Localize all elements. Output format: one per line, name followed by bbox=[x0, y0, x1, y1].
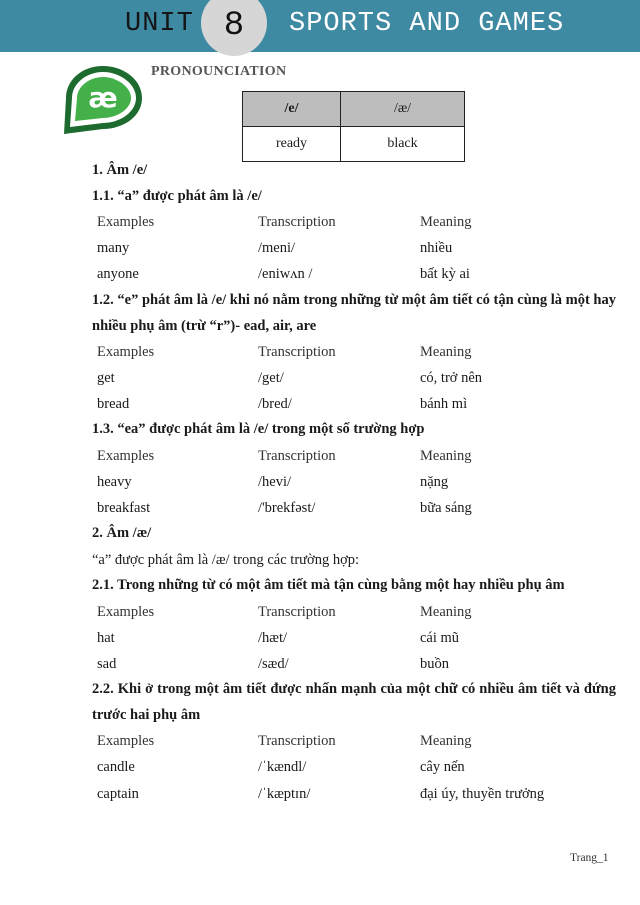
section-heading-1-2: 1.2. “e” phát âm là /e/ khi nó nằm trong những từ một âm tiết có tận cùng là một hay nhiều phụ âm (trừ “r”)- ead, air, are bbox=[92, 292, 616, 334]
example-row bbox=[97, 266, 597, 286]
unit-banner bbox=[0, 0, 640, 52]
column-header-examples: Examples bbox=[97, 604, 155, 620]
example-transcription: /ˈkæptɪn/ bbox=[258, 786, 311, 802]
column-header-meaning: Meaning bbox=[420, 344, 472, 360]
column-header-meaning: Meaning bbox=[420, 448, 472, 464]
section-heading-1-3: 1.3. “ea” được phát âm là /e/ trong một số trường hợp bbox=[92, 421, 425, 437]
column-header-examples: Examples bbox=[97, 344, 155, 360]
section-heading-2: 2. Âm /æ/ bbox=[92, 525, 152, 541]
example-meaning: buồn bbox=[420, 656, 449, 672]
unit-word: UNIT bbox=[125, 9, 194, 39]
table-header-row bbox=[97, 214, 597, 234]
example-transcription: /get/ bbox=[258, 370, 284, 386]
vowel-example-ae: black bbox=[341, 127, 465, 162]
example-row bbox=[97, 240, 597, 260]
example-meaning: cây nến bbox=[420, 759, 465, 775]
pronounciation-label: PRONOUNCIATION bbox=[151, 64, 287, 79]
page-number: Trang_1 bbox=[570, 852, 609, 864]
example-transcription: /hevi/ bbox=[258, 474, 292, 490]
example-word: anyone bbox=[97, 266, 139, 282]
example-transcription: /ˈkændl/ bbox=[258, 759, 307, 775]
vowel-table-example-row bbox=[243, 127, 465, 162]
example-row bbox=[97, 500, 597, 520]
example-row bbox=[97, 759, 597, 779]
section-note-2: “a” được phát âm là /æ/ trong các trường hợp: bbox=[92, 552, 360, 568]
example-meaning: có, trở nên bbox=[420, 370, 483, 386]
table-header-row bbox=[97, 733, 597, 753]
unit-number: 8 bbox=[223, 7, 245, 45]
column-header-meaning: Meaning bbox=[420, 214, 472, 230]
table-header-row bbox=[97, 604, 597, 624]
column-header-transcription: Transcription bbox=[258, 733, 336, 749]
vowel-table-header-row bbox=[243, 92, 465, 127]
example-word: candle bbox=[97, 759, 135, 775]
unit-number-badge bbox=[201, 0, 267, 56]
vowel-table bbox=[242, 91, 465, 162]
section-heading-2-2: 2.2. Khi ở trong một âm tiết được nhấn mạnh của một chữ có nhiều âm tiết và đứng trước hai phụ âm bbox=[92, 681, 616, 723]
column-header-transcription: Transcription bbox=[258, 214, 336, 230]
example-word: get bbox=[97, 370, 115, 386]
vowel-example-e: ready bbox=[243, 127, 341, 162]
column-header-examples: Examples bbox=[97, 448, 155, 464]
example-row bbox=[97, 474, 597, 494]
example-meaning: cái mũ bbox=[420, 630, 460, 646]
example-word: hat bbox=[97, 630, 115, 646]
example-transcription: /bred/ bbox=[258, 396, 292, 412]
example-word: breakfast bbox=[97, 500, 151, 516]
logo-glyph: æ bbox=[88, 81, 118, 114]
section-heading-2-1: 2.1. Trong những từ có một âm tiết mà tận cùng bằng một hay nhiều phụ âm bbox=[92, 577, 565, 593]
table-header-row bbox=[97, 344, 597, 364]
example-transcription: /sæd/ bbox=[258, 656, 289, 672]
example-word: sad bbox=[97, 656, 117, 672]
example-word: heavy bbox=[97, 474, 132, 490]
column-header-transcription: Transcription bbox=[258, 344, 336, 360]
vowel-header-e: /e/ bbox=[243, 92, 341, 127]
example-meaning: bữa sáng bbox=[420, 500, 472, 516]
section-heading-1-1: 1.1. “a” được phát âm là /e/ bbox=[92, 188, 262, 204]
example-meaning: bánh mì bbox=[420, 396, 468, 412]
example-transcription: /hæt/ bbox=[258, 630, 288, 646]
example-transcription: /'brekfəst/ bbox=[258, 500, 316, 516]
example-row bbox=[97, 656, 597, 676]
example-transcription: /eniwʌn / bbox=[258, 266, 313, 282]
example-meaning: nhiều bbox=[420, 240, 453, 256]
table-header-row bbox=[97, 448, 597, 468]
example-meaning: nặng bbox=[420, 474, 449, 490]
column-header-meaning: Meaning bbox=[420, 733, 472, 749]
example-meaning: đại úy, thuyền trưởng bbox=[420, 786, 545, 802]
example-row bbox=[97, 786, 597, 806]
example-row bbox=[97, 630, 597, 650]
example-word: captain bbox=[97, 786, 139, 802]
column-header-transcription: Transcription bbox=[258, 604, 336, 620]
speech-bubble-ae-icon bbox=[60, 62, 146, 136]
unit-title: SPORTS AND GAMES bbox=[289, 9, 565, 39]
column-header-examples: Examples bbox=[97, 733, 155, 749]
column-header-meaning: Meaning bbox=[420, 604, 472, 620]
vowel-header-ae: /æ/ bbox=[341, 92, 465, 127]
example-row bbox=[97, 396, 597, 416]
column-header-examples: Examples bbox=[97, 214, 155, 230]
section-heading-1: 1. Âm /e/ bbox=[92, 162, 148, 178]
column-header-transcription: Transcription bbox=[258, 448, 336, 464]
example-word: bread bbox=[97, 396, 130, 412]
example-transcription: /meni/ bbox=[258, 240, 296, 256]
example-row bbox=[97, 370, 597, 390]
example-meaning: bất kỳ ai bbox=[420, 266, 470, 282]
example-word: many bbox=[97, 240, 130, 256]
